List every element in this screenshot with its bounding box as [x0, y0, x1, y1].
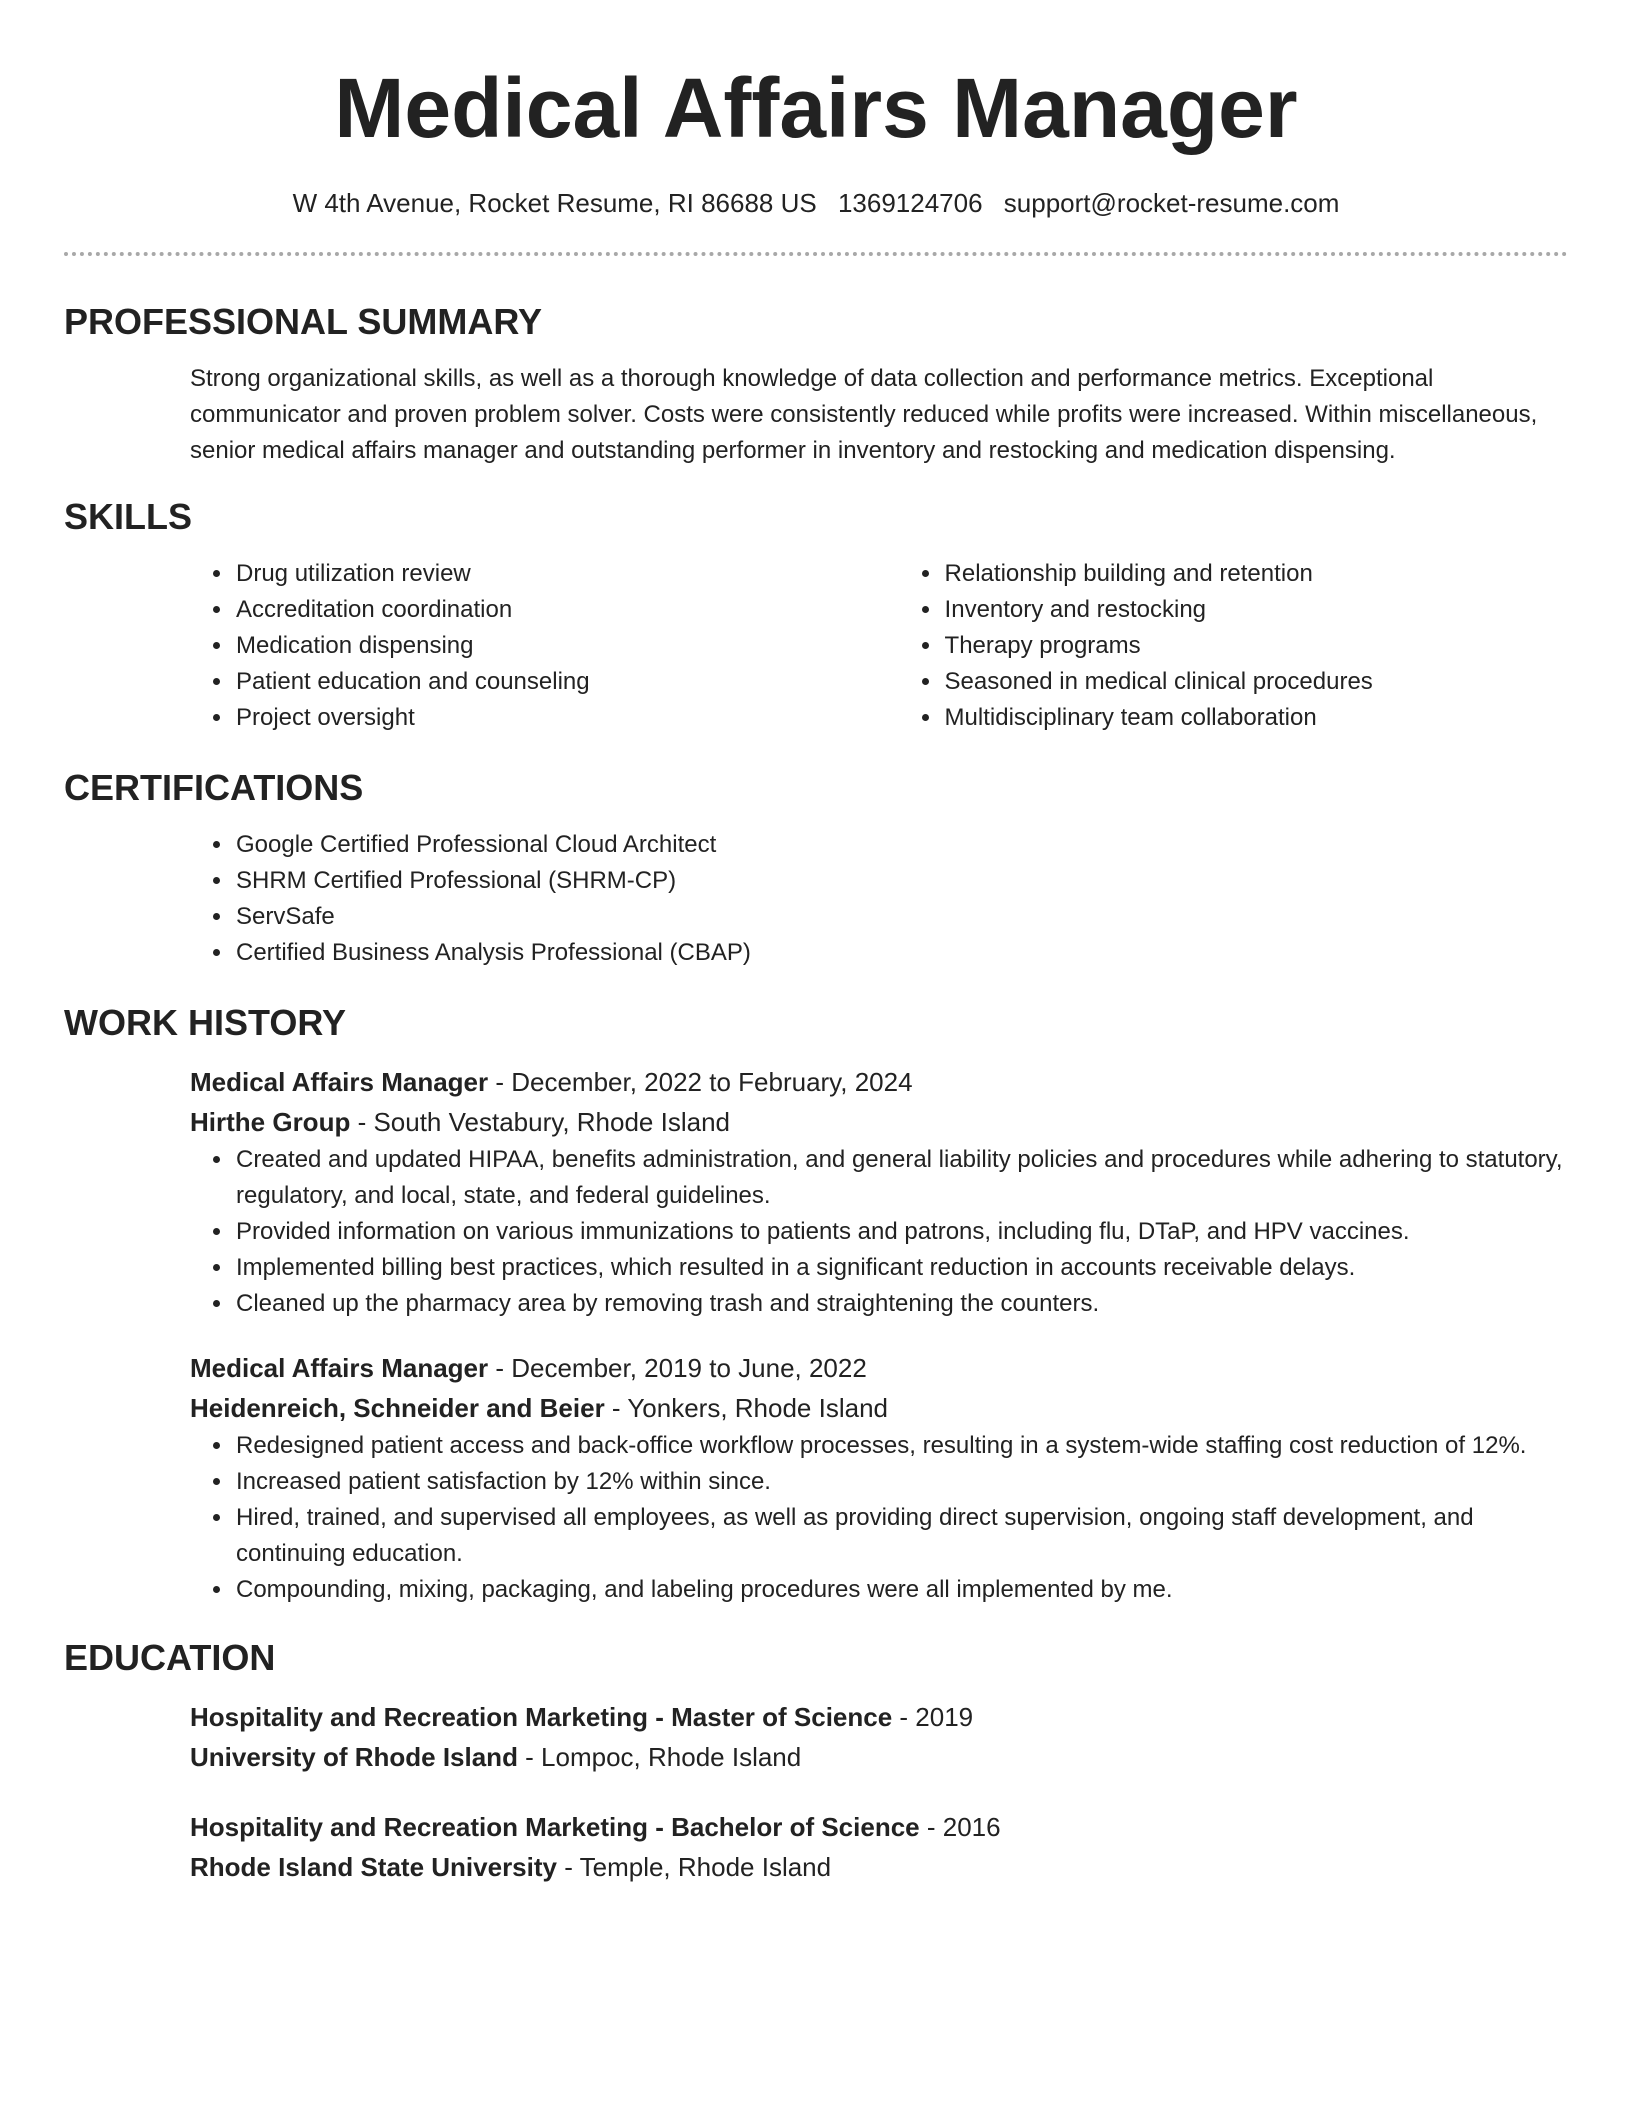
skills-column-left — [64, 556, 899, 736]
job-duty: • Implemented billing best practices, which resulted in a significant reduction in accounts receivable delays. — [234, 1250, 1568, 1286]
job-duty: • Compounding, mixing, packaging, and labeling procedures were all implemented by me. — [234, 1572, 1568, 1608]
job-company-line — [190, 1102, 1568, 1142]
skill-item: • Medication dispensing — [234, 628, 899, 664]
job-entry — [64, 1348, 1568, 1608]
job-duty: • Increased patient satisfaction by 12% within since. — [234, 1464, 1568, 1500]
skill-item: • Therapy programs — [943, 628, 1568, 664]
degree-line — [190, 1697, 1568, 1737]
degree-line — [190, 1807, 1568, 1847]
school: University of Rhode Island — [190, 1742, 518, 1772]
skills-column-right — [899, 556, 1568, 736]
job-duty: • Provided information on various immunizations to patients and patrons, including flu, DTaP, and HPV vaccines. — [234, 1214, 1568, 1250]
school-line — [190, 1847, 1568, 1887]
job-duty: • Created and updated HIPAA, benefits administration, and general liability policies and procedures while adhering to statutory, regulatory, and local, state, and federal guidelines. — [234, 1142, 1568, 1214]
skill-item: • Project oversight — [234, 700, 899, 736]
certification-item: • Google Certified Professional Cloud Architect — [234, 827, 1568, 863]
contact-address: W 4th Avenue, Rocket Resume, RI 86688 US — [292, 188, 817, 218]
education-heading: EDUCATION — [64, 1637, 276, 1678]
certification-item: • SHRM Certified Professional (SHRM-CP) — [234, 863, 1568, 899]
job-title-line — [190, 1348, 1568, 1388]
job-location: - Yonkers, Rhode Island — [604, 1393, 888, 1423]
school-location: - Temple, Rhode Island — [556, 1852, 832, 1882]
summary-heading: PROFESSIONAL SUMMARY — [64, 301, 543, 342]
job-title: Medical Affairs Manager — [190, 1353, 489, 1383]
job-duties — [64, 1428, 1568, 1608]
skill-item: • Drug utilization review — [234, 556, 899, 592]
job-title: Medical Affairs Manager — [190, 1067, 489, 1097]
job-company: Heidenreich, Schneider and Beier — [190, 1393, 605, 1423]
education-entry — [64, 1807, 1568, 1887]
school: Rhode Island State University — [190, 1852, 557, 1882]
work-history-heading: WORK HISTORY — [64, 1002, 347, 1043]
summary-text: Strong organizational skills, as well as a thorough knowledge of data collection and performance metrics. Exceptional communicator and proven problem solver. Costs were consistently reduced while profits were increased. Within miscellaneous, senior medical affairs manager and outstanding performer in inventory and restocking and medication dispensing. — [190, 365, 1538, 464]
header-divider — [64, 252, 1568, 256]
resume-title: Medical Affairs Manager — [334, 61, 1298, 155]
job-duty: • Redesigned patient access and back-office workflow processes, resulting in a system-wide staffing cost reduction of 12%. — [234, 1428, 1568, 1464]
education-entry — [64, 1697, 1568, 1777]
contact-phone: 1369124706 — [837, 188, 983, 218]
skill-item: • Inventory and restocking — [943, 592, 1568, 628]
graduation-year: - 2016 — [919, 1812, 1001, 1842]
skill-item: • Accreditation coordination — [234, 592, 899, 628]
skills-heading: SKILLS — [64, 496, 193, 537]
job-company-line — [190, 1388, 1568, 1428]
skill-item: • Relationship building and retention — [943, 556, 1568, 592]
degree: Hospitality and Recreation Marketing - Bachelor of Science — [190, 1812, 920, 1842]
school-line — [190, 1737, 1568, 1777]
certification-item: • Certified Business Analysis Professional (CBAP) — [234, 935, 1568, 971]
certification-item: • ServSafe — [234, 899, 1568, 935]
skill-item: • Seasoned in medical clinical procedures — [943, 664, 1568, 700]
job-title-line — [190, 1062, 1568, 1102]
job-dates: - December, 2022 to February, 2024 — [488, 1067, 913, 1097]
job-company: Hirthe Group — [190, 1107, 351, 1137]
certifications-list — [64, 827, 1568, 971]
graduation-year: - 2019 — [892, 1702, 974, 1732]
contact-email[interactable]: support@rocket-resume.com — [1003, 188, 1340, 218]
job-entry — [64, 1062, 1568, 1322]
contact-line — [64, 186, 1568, 220]
job-duty: • Hired, trained, and supervised all employees, as well as providing direct supervision, ongoing staff development, and continuing education. — [234, 1500, 1568, 1572]
skill-item: • Multidisciplinary team collaboration — [943, 700, 1568, 736]
degree: Hospitality and Recreation Marketing - Master of Science — [190, 1702, 893, 1732]
job-duties — [64, 1142, 1568, 1322]
job-location: - South Vestabury, Rhode Island — [350, 1107, 730, 1137]
certifications-heading: CERTIFICATIONS — [64, 767, 364, 808]
skill-item: • Patient education and counseling — [234, 664, 899, 700]
school-location: - Lompoc, Rhode Island — [517, 1742, 802, 1772]
job-dates: - December, 2019 to June, 2022 — [488, 1353, 867, 1383]
skills-list — [64, 556, 1568, 736]
job-duty: • Cleaned up the pharmacy area by removing trash and straightening the counters. — [234, 1286, 1568, 1322]
